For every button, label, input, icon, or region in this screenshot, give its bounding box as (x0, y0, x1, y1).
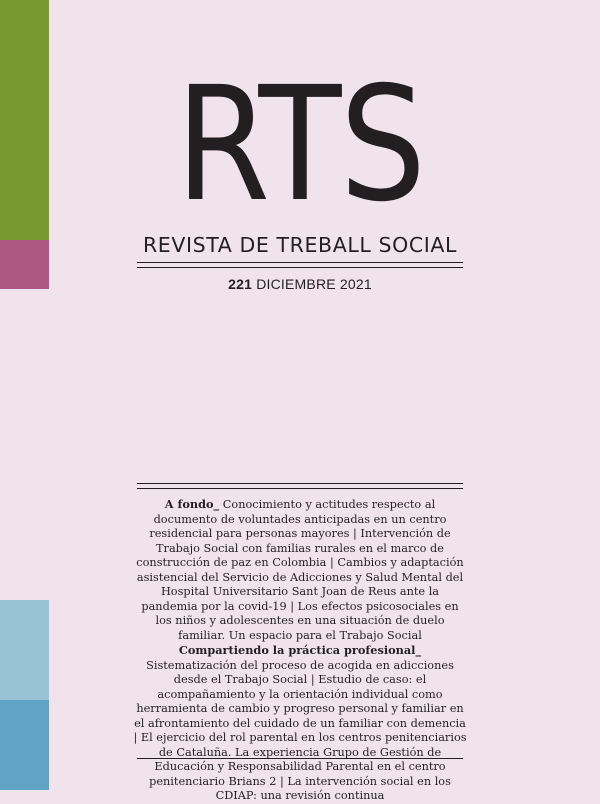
section-articles: Sistematización del proceso de acogida en adicciones desde el Trabajo Social | Estudio de caso: el acompañamiento y la orientación individual como herramienta de cambio y progreso personal y familiar en el afrontamiento del cuidado de un familiar con demencia | El ejercicio del rol parental en los centros penitenciarios de Cataluña. La experiencia Grupo de Gestión de Educación y Responsabilidad Parental en el centro penitenciario Brians 2 | La intervención social en los CDIAP: una revisión continua (133, 658, 467, 802)
section-title: Compartiendo la práctica profesional_ (178, 643, 422, 657)
issue-info (137, 276, 463, 292)
section-articles: Conocimiento y actitudes respecto al documento de voluntades anticipadas en un centro residencial para personas mayores | Intervención de Trabajo Social con familias rurales en el marco de construcción de paz en Colombia | Cambios y adaptación asistencial del Servicio de Adicciones y Salud Mental del Hospital Universitario Sant Joan de Reus ante la pandemia por la covid-19 | Los efectos psicosociales en los niños y adolescentes en una situación de duelo familiar. Un espacio para el Trabajo Social (136, 498, 464, 642)
issue-date: DICIEMBRE 2021 (256, 276, 372, 292)
section-title: A fondo_ (164, 497, 220, 511)
divider (137, 262, 463, 263)
divider (137, 267, 463, 268)
contents-section-a-fondo (132, 497, 468, 643)
journal-subtitle: REVISTA DE TREBALL SOCIAL (142, 233, 458, 257)
blue-color-bar (0, 700, 49, 790)
contents-divider (137, 488, 463, 489)
contents-section-compartiendo (132, 643, 468, 804)
issue-number: 221 (228, 276, 253, 292)
magenta-color-bar (0, 240, 49, 289)
contents-bottom-divider (137, 758, 463, 759)
contents-divider (137, 483, 463, 484)
journal-logo: RTS (175, 53, 425, 237)
light-blue-color-bar (0, 600, 49, 700)
